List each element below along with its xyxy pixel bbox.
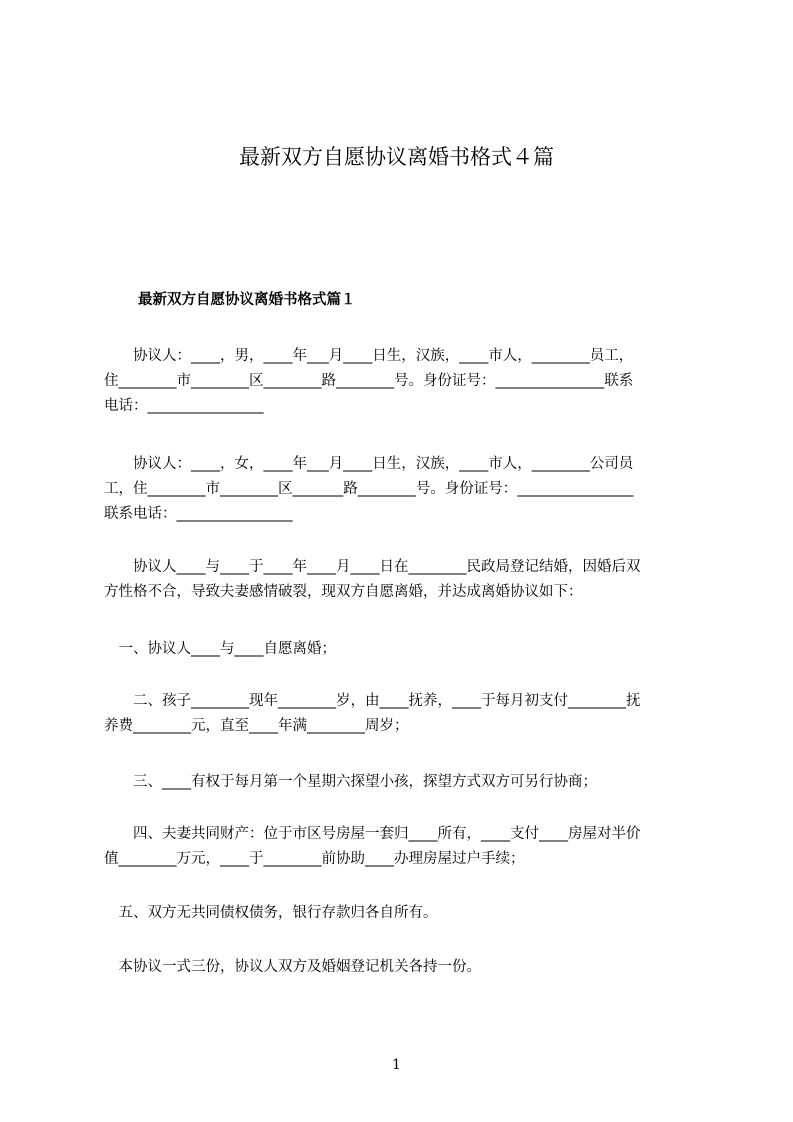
- text-line: 工，住________市________区_______路________号。身份证号：________________: [104, 481, 634, 497]
- paragraph-marriage-info: [104, 555, 704, 605]
- text-line: 值________万元，____于________前协助____办理房屋过户手续；: [104, 851, 525, 867]
- text-line: 协议人：____，男，____年___月____日生，汉族，____市人，________员工，: [104, 348, 634, 364]
- text-line: 协议人：____，女，____年___月____日生，汉族，____市人，________公司员: [104, 456, 634, 472]
- clause-5: [104, 901, 704, 926]
- clause-1: [104, 637, 704, 662]
- text-line: 四、夫妻共同财产：位于市区号房屋一套归____所有，____支付____房屋对半价: [104, 826, 641, 842]
- text-line: 方性格不合，导致夫妻感情破裂，现双方自愿离婚，并达成离婚协议如下：: [104, 584, 583, 600]
- closing-statement: [104, 955, 704, 980]
- text-line: 养费________元，直至____年满________周岁；: [104, 718, 409, 734]
- text-line: 联系电话：________________: [104, 506, 293, 522]
- text-line: 住________市________区________路________号。身份证号：_______________联系: [104, 373, 634, 389]
- clause-4: [104, 822, 704, 872]
- clause-3: [104, 770, 704, 795]
- section-heading: 最新双方自愿协议离婚书格式篇１: [138, 292, 356, 308]
- clause-2: [104, 689, 704, 739]
- page-number: 1: [392, 1057, 401, 1073]
- document-title: 最新双方自愿协议离婚书格式４篇: [239, 145, 554, 169]
- text-line: 电话：________________: [104, 398, 264, 414]
- text-line: 一、协议人____与____自愿离婚；: [104, 641, 336, 657]
- paragraph-party-female: [104, 452, 704, 527]
- text-line: 协议人____与____于____年____月____日在________民政局登记结婚，因婚后双: [104, 559, 641, 575]
- paragraph-party-male: [104, 344, 704, 419]
- text-line: 二、孩子________现年________岁，由____抚养，____于每月初支付________抚: [104, 693, 641, 709]
- text-line: 本协议一式三份，协议人双方及婚姻登记机关各持一份。: [104, 959, 481, 975]
- text-line: 三、____有权于每月第一个星期六探望小孩，探望方式双方可另行协商；: [104, 774, 597, 790]
- text-line: 五、双方无共同债权债务，银行存款归各自所有。: [104, 905, 438, 921]
